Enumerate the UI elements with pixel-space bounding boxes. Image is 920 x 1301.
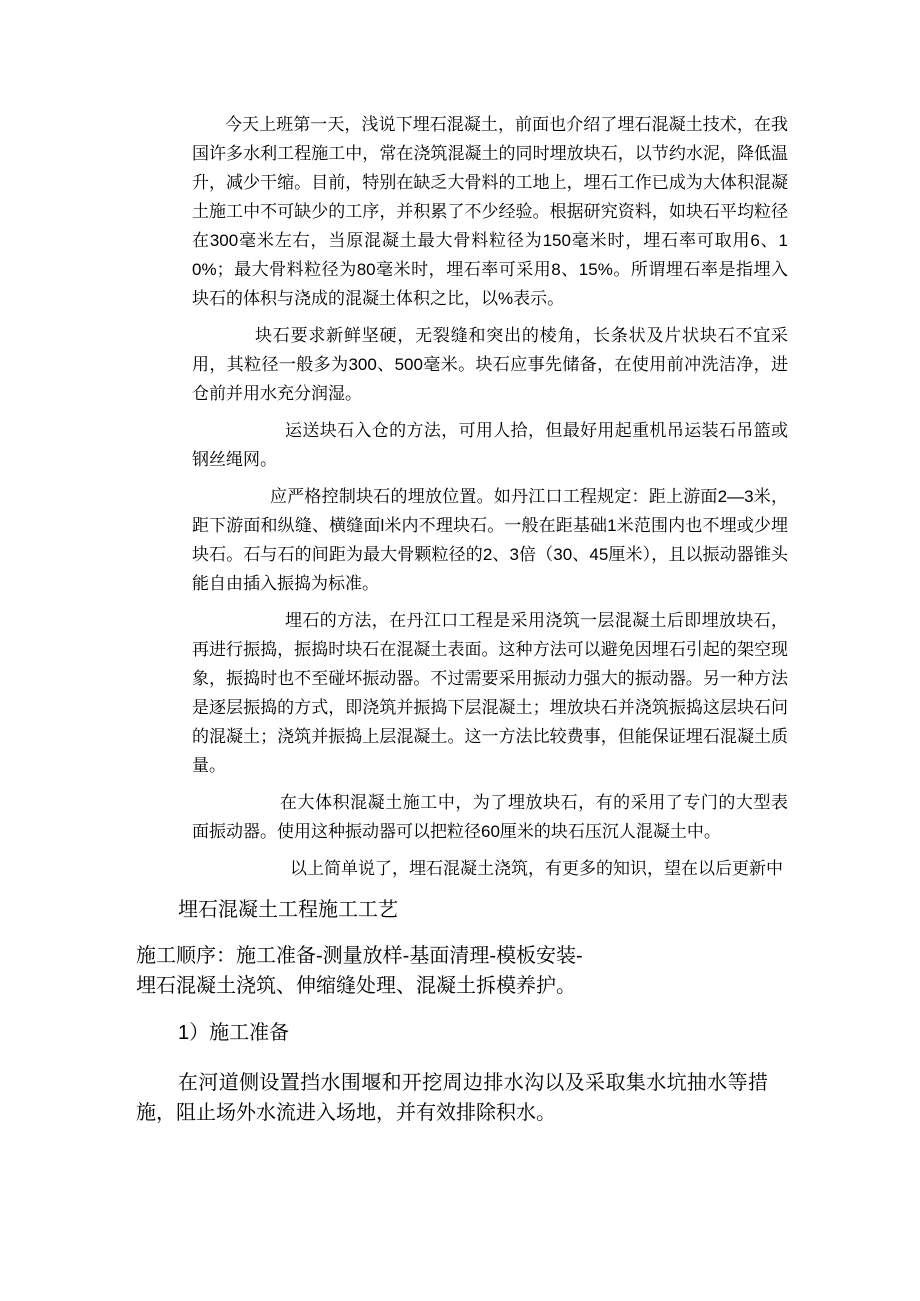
paragraph-surface-vibrator: 在大体积混凝土施工中，为了埋放块石，有的采用了专门的大型表面振动器。使用这种振动器可以把粒径60厘米的块石压沉人混凝土中。 bbox=[192, 793, 788, 841]
paragraph-intro: 今天上班第一天，浅说下埋石混凝土，前面也介绍了埋石混凝土技术，在我国许多水利工程施工中，常在浇筑混凝土的同时埋放块石，以节约水泥，降低温升，减少干缩。目前，特别在缺乏大骨料的工地上，埋石工作已成为大体积混凝土施工中不可缺少的工序，并积累了不少经验。根据研究资料，如块石平均粒径在300毫米左右，当原混凝土最大骨料粒径为150毫米时，埋石率可取用6、10%；最大骨料粒径为80毫米时，埋石率可采用8、15%。所谓埋石率是指埋入块石的体积与浇成的混凝土体积之比，以%表示。 bbox=[192, 115, 788, 308]
section-heading: 埋石混凝土工程施工工艺 bbox=[178, 899, 398, 921]
sub-heading-preparation: 1）施工准备 bbox=[178, 1022, 290, 1044]
construction-sequence-line-2: 埋石混凝土浇筑、伸缩缝处理、混凝土拆模养护。 bbox=[136, 975, 576, 997]
paragraph-summary: 以上简单说了，埋石混凝土浇筑，有更多的知识，望在以后更新中 bbox=[290, 859, 783, 878]
paragraph-transport-method: 运送块石入仓的方法，可用人拾，但最好用起重机吊运装石吊篮或钢丝绳网。 bbox=[192, 421, 788, 469]
paragraph-site-preparation: 在河道侧设置挡水围堰和开挖周边排水沟以及采取集水坑抽水等措施，阻止场外水流进入场地，并有效排除积水。 bbox=[136, 1072, 768, 1124]
paragraph-embedding-method: 埋石的方法，在丹江口工程是采用浇筑一层混凝土后即埋放块石，再进行振捣，振捣时块石在混凝土表面。这种方法可以避免因埋石引起的架空现象，振捣时也不至碰坏振动器。不过需要采用振动力强大的振动器。另一种方法是逐层振捣的方式，即浇筑并振捣下层混凝土；埋放块石并浇筑振捣这层块石问的混凝土；浇筑并振捣上层混凝土。这一方法比较费事，但能保证埋石混凝土质量。 bbox=[192, 611, 788, 775]
construction-sequence bbox=[136, 941, 920, 1001]
paragraph-stone-requirements: 块石要求新鲜坚硬，无裂缝和突出的棱角，长条状及片状块石不宜采用，其粒径一般多为300、500毫米。块石应事先储备，在使用前冲洗洁净，进仓前并用水充分润湿。 bbox=[192, 326, 788, 403]
paragraph-placement-position: 应严格控制块石的埋放位置。如丹江口工程规定：距上游面2—3米，距下游面和纵缝、横缝面l米内不理块石。一般在距基础1米范围内也不埋或少埋块石。石与石的间距为最大骨颗粒径的2、3倍（30、45厘米），且以振动器锥头能自由插入振捣为标准。 bbox=[192, 487, 788, 593]
construction-sequence-line-1: 施工顺序：施工准备-测量放样-基面清理-模板安装- bbox=[136, 945, 583, 967]
